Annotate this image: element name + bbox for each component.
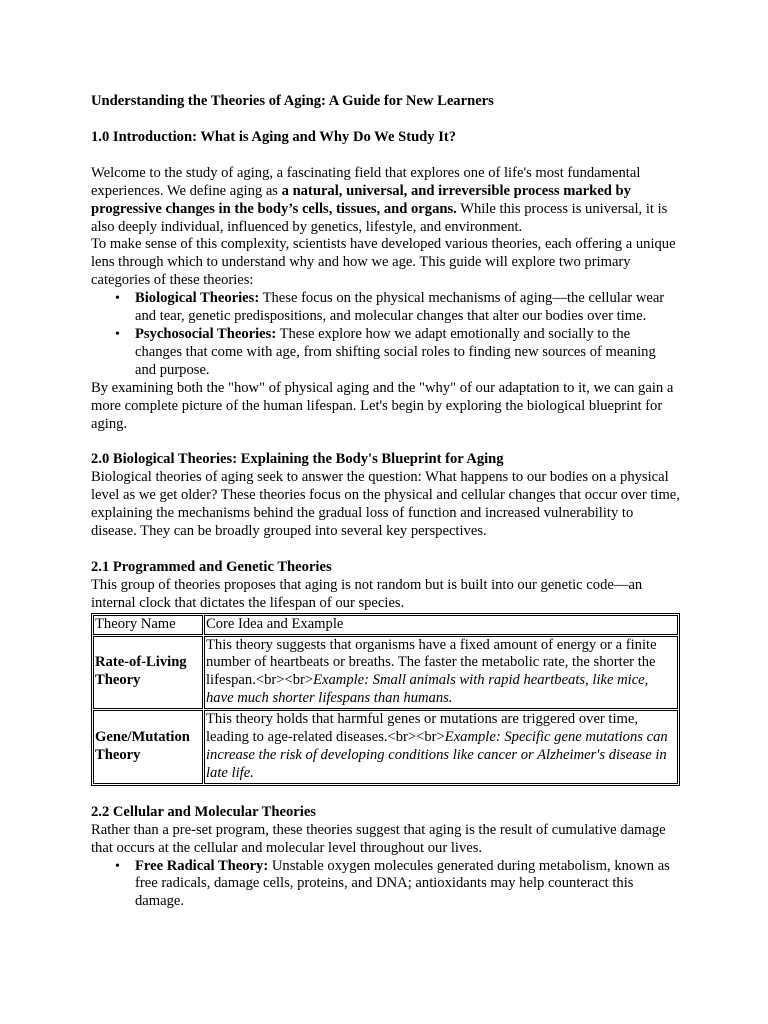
table-row	[93, 636, 678, 710]
list-item-label: Free Radical Theory:	[135, 857, 269, 874]
list-item	[135, 326, 680, 380]
section-2-heading: 2.0 Biological Theories: Explaining the Body's Blueprint for Aging	[91, 451, 504, 468]
section-2-2-heading: 2.2 Cellular and Molecular Theories	[91, 803, 316, 820]
intro-text-c: While this process is universal, it is also deeply individual, influenced by genetics, lifestyle, and environment.	[91, 200, 668, 235]
table-header-cell: Theory Name	[93, 615, 203, 635]
table-header-row	[93, 615, 678, 635]
table-cell-core-idea: This theory suggests that organisms have a fixed amount of energy or a finite number of heartbeats or breaths. The faster the metabolic rate, the shorter the lifespan.<br><br>Example: Small animals with rapid heartbeats, like mice, have much shorter lifespans than humans.	[204, 636, 678, 710]
intro-paragraph-1	[91, 165, 680, 237]
list-item	[135, 858, 680, 912]
list-item	[135, 290, 680, 326]
section-2-2-paragraph: Rather than a pre-set program, these theories suggest that aging is the result of cumulative damage that occurs at the cellular and molecular level throughout our lives.	[91, 821, 666, 856]
table-cell-core-idea: This theory holds that harmful genes or mutations are triggered over time, leading to age-related diseases.<br><br>Example: Specific gene mutations can increase the risk of developing conditions like cancer or Alzheimer's disease in late life.	[204, 710, 678, 784]
theory-categories-list	[91, 290, 680, 380]
section-2-1-heading: 2.1 Programmed and Genetic Theories	[91, 558, 332, 575]
table-row	[93, 710, 678, 784]
table-cell-theory-name: Rate-of-Living Theory	[93, 636, 203, 710]
genetic-theories-table	[91, 613, 680, 786]
list-item-text: These focus on the physical mechanisms of aging—the cellular wear and tear, genetic predispositions, and molecular changes that alter our bodies over time.	[135, 290, 665, 325]
cellular-theories-list	[91, 858, 680, 912]
intro-text-a: Welcome to the study of aging, a fascinating field that explores one of life's most fundamental experiences. We define aging as	[91, 164, 641, 199]
section-2-1-paragraph: This group of theories proposes that aging is not random but is built into our genetic code—an internal clock that dictates the lifespan of our species.	[91, 576, 643, 611]
aging-definition: a natural, universal, and irreversible process marked by progressive changes in the body’s cells, tissues, and organs.	[91, 182, 631, 217]
document-page	[91, 93, 680, 911]
table-header-cell: Core Idea and Example	[204, 615, 678, 635]
section-2-paragraph: Biological theories of aging seek to answer the question: What happens to our bodies on a physical level as we get older? These theories focus on the physical and cellular changes that occur over time, explaining the mechanisms behind the gradual loss of function and increased vulnerability to disease. They can be broadly grouped into several key perspectives.	[91, 469, 680, 540]
list-item-text: These explore how we adapt emotionally and socially to the changes that come with age, from shifting social roles to finding new sources of meaning and purpose.	[135, 325, 656, 378]
document-title: Understanding the Theories of Aging: A Guide for New Learners	[91, 93, 494, 109]
table-cell-theory-name: Gene/Mutation Theory	[93, 710, 203, 784]
list-item-text: Unstable oxygen molecules generated during metabolism, known as free radicals, damage cells, proteins, and DNA; antioxidants may help counteract this damage.	[135, 857, 670, 910]
section-1-heading: 1.0 Introduction: What is Aging and Why Do We Study It?	[91, 128, 457, 145]
list-item-label: Biological Theories:	[135, 290, 260, 307]
intro-paragraph-3: By examining both the "how" of physical aging and the "why" of our adaptation to it, we can gain a more complete picture of the human lifespan. Let's begin by exploring the biological blueprint for aging.	[91, 379, 674, 432]
list-item-label: Psychosocial Theories:	[135, 325, 277, 342]
intro-paragraph-2: To make sense of this complexity, scientists have developed various theories, each offering a unique lens through which to understand why and how we age. This guide will explore two primary categories of these theories:	[91, 236, 676, 289]
